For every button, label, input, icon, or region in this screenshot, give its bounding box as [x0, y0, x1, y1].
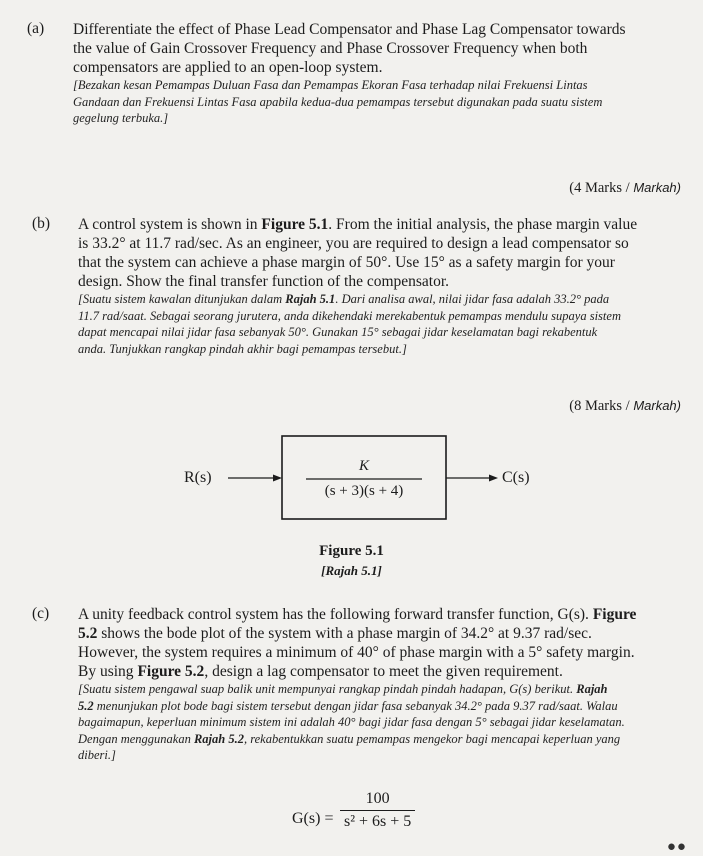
part-a-en-line-1: Differentiate the effect of Phase Lead Compensator and Phase Lag Compensator towards: [73, 21, 626, 38]
part-a-marks-ms: Markah): [633, 180, 681, 195]
block-diagram-lines: [0, 425, 703, 535]
transfer-function-numerator: K: [358, 458, 369, 474]
part-a-ms-line-2: Gandaan dan Frekuensi Lintas Fasa apabila kedua-dua pemampas tersebut digunakan pada suatu sistem: [73, 94, 603, 109]
part-c-ms-line-2: 5.2 menunjukan plot bode bagi sistem tersebut dengan jidar fasa sebanyak 34.2° pada 9.37 rad/saat. Walau: [78, 698, 618, 713]
part-b-marks-en: (8 Marks /: [569, 398, 630, 414]
equation-denominator: s² + 6s + 5: [344, 813, 412, 830]
part-c-label: (c): [32, 605, 50, 622]
part-b-marks-ms: Markah): [633, 398, 681, 413]
part-b-en-line-3: that the system can achieve a phase margin of 50°. Use 15° as a safety margin for your: [78, 254, 615, 271]
part-b-label: (b): [32, 215, 51, 232]
equation-numerator: 100: [340, 790, 415, 811]
output-arrowhead: [489, 475, 498, 482]
part-c-en-line-3: However, the system requires a minimum of 40° of phase margin with a 5° safety margin.: [78, 644, 635, 661]
part-a-question: [73, 20, 688, 127]
figure-caption: Figure 5.1: [319, 543, 384, 559]
transfer-function-denominator: (s + 3)(s + 4): [324, 483, 404, 499]
input-signal-label: R(s): [184, 469, 212, 486]
block-diagram: [0, 425, 703, 535]
part-a-en-line-3: compensators are applied to an open-loop system.: [73, 59, 383, 76]
part-a-ms-line-1: [Bezakan kesan Pemampas Duluan Fasa dan Pemampas Ekoran Fasa terhadap nilai Frekuensi Lintas: [73, 78, 588, 92]
part-c-en-line-4: By using Figure 5.2, design a lag compensator to meet the given requirement.: [78, 663, 563, 680]
part-b-marks: [569, 398, 681, 415]
part-c-en-line-2: 5.2 shows the bode plot of the system with a phase margin of 34.2° at 9.37 rad/sec.: [78, 625, 592, 642]
equation-fraction: [340, 790, 415, 831]
part-c-ms-line-1: [Suatu sistem pengawal suap balik unit mempunyai rangkap pindah pindah hadapan, G(s) berikut. Rajah: [78, 682, 608, 696]
part-b-en-line-4: design. Show the final transfer function of the compensator.: [78, 273, 450, 290]
transfer-function-box: [282, 436, 446, 519]
part-c-en-line-1: A unity feedback control system has the following forward transfer function, G(s). Figure: [78, 606, 637, 623]
part-c-ms-line-4: Dengan menggunakan Rajah 5.2, rekabentukkan suatu pemampas mengekor bagi mencapai keperluan yang: [78, 731, 621, 746]
part-b-en-line-1: A control system is shown in Figure 5.1. From the initial analysis, the phase margin value: [78, 216, 638, 233]
part-a-ms-line-3: gegelung terbuka.]: [73, 111, 169, 125]
output-signal-label: C(s): [502, 469, 530, 486]
equation-lhs: G(s) =: [292, 810, 334, 827]
part-b-ms-line-2: 11.7 rad/saat. Sebagai seorang jurutera, anda dikehendaki merekabentuk pemampas mendulu supaya sistem: [78, 308, 621, 323]
part-a-marks: [569, 180, 681, 197]
input-arrowhead: [273, 475, 282, 482]
part-c-ms-line-5: diberi.]: [78, 748, 116, 762]
part-c-ms-line-3: bagaimapun, keperluan minimum sistem ini adalah 40° bagi jidar fasa dengan 5° sebagai jidar keselamatan.: [78, 715, 625, 729]
part-a-label: (a): [27, 20, 45, 37]
page-corner-dots: ●●: [666, 839, 687, 855]
part-b-en-line-2: is 33.2° at 11.7 rad/sec. As an engineer, you are required to design a lead compensator so: [78, 235, 629, 252]
part-b-ms-line-4: anda. Tunjukkan rangkap pindah akhir bagi pemampas tersebut.]: [78, 341, 407, 356]
part-b-ms-line-1: [Suatu sistem kawalan ditunjukan dalam Rajah 5.1. Dari analisa awal, nilai jidar fasa adalah 33.2° pada: [78, 292, 610, 306]
part-b-ms-line-3: dapat mencapai nilai jidar fasa sebanyak 50°. Gunakan 15° sebagai jidar keselamatan bagi rekabentuk: [78, 325, 598, 339]
part-b-question: [78, 215, 688, 357]
figure-caption-ms: [Rajah 5.1]: [321, 563, 382, 578]
part-a-en-line-2: the value of Gain Crossover Frequency and Phase Crossover Frequency when both: [73, 40, 588, 57]
part-a-marks-en: (4 Marks /: [569, 180, 630, 196]
part-c-question: [78, 605, 688, 764]
